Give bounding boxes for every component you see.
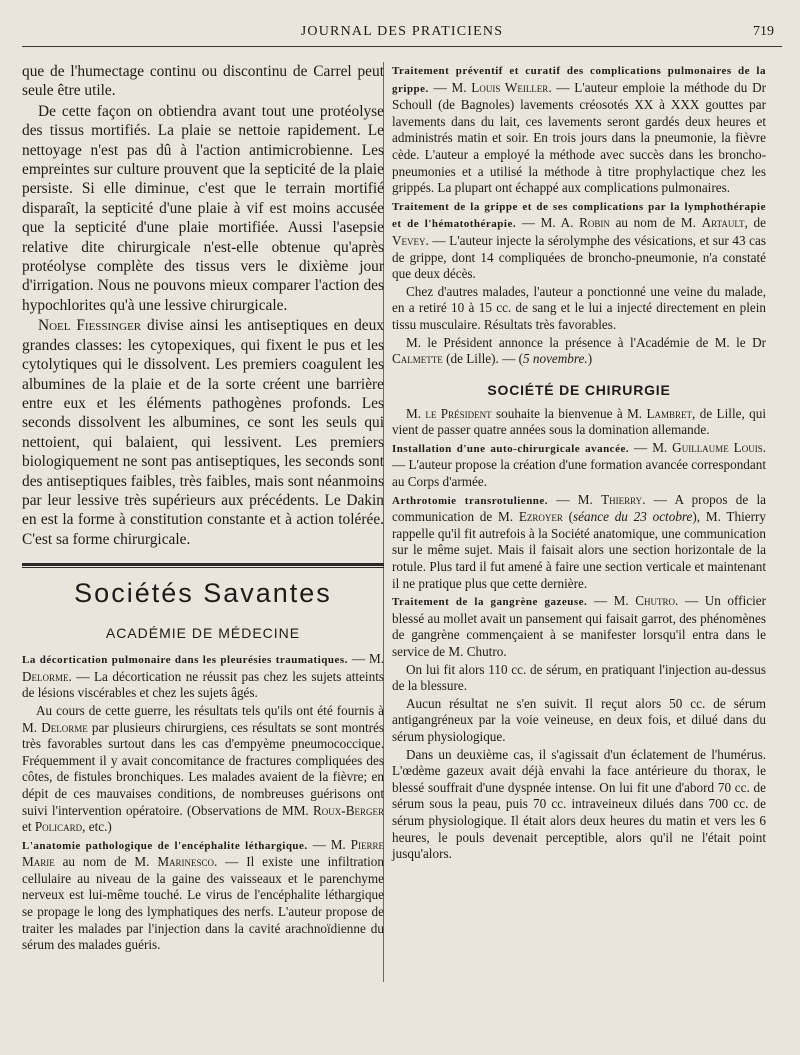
academy-reports	[22, 651, 384, 954]
paragraph: M. le Président souhaite la bienvenue à M. Lambret, de Lille, qui vient de passer quatre années sous la domination allemande.	[392, 405, 766, 438]
paragraph: On lui fit alors 110 cc. de sérum, en pratiquant l'injection au-dessus de la blessure.	[392, 661, 766, 694]
subsection-title: ACADÉMIE DE MÉDECINE	[105, 625, 301, 642]
report-heading: Traitement préventif et curatif des complications pulmonaires de la grippe.	[392, 65, 766, 95]
report-heading: Arthrotomie transrotulienne.	[392, 494, 549, 507]
paragraph: Dans un deuxième cas, il s'agissait d'un éclatement de l'humérus. L'œdème gazeux avait déjà envahi la face antérieure du thorax, le blessé souffrait d'une dyspnée intense. On lui fit une d'abord 70 cc. de sérum sous la peau, puis 70 cc. intraveineux dilués dans 700 cc. de sérum physiologique. Il était alors deux heures du matin et vers les 6 heures, le pouls devenait perceptible, alors qu'il ne l'était point jusqu'alors.	[392, 746, 766, 862]
report-entry: Traitement de la gangrène gazeuse. — M. Chutro. — Un officier blessé au mollet avait un pansement qui faisait garrot, des phénomènes de gangrène commençaient à se manifester lorsqu'il entra dans le service de M. Chutro.	[392, 593, 766, 659]
paragraph: M. le Président annonce la présence à l'Académie de M. le Dr Calmette (de Lille). — (5 novembre.)	[392, 334, 766, 367]
report-entry: La décortication pulmonaire dans les pleurésies traumatiques. — M. Delorme. — La décortication ne réussit pas chez les sujets atteints de lésions viscérables et chez les sujets âgés.	[22, 651, 384, 701]
section-rule	[22, 563, 384, 566]
paragraph: Noel Fiessinger divise ainsi les antiseptiques en deux grandes classes: les cytopexiques, qui fixent le pus et les cytolytiques qui le dissolvent. Les premiers coagulent les albumines de la plaie et de la sorte créent une barrière entre eux et les éléments pathogènes profonds. Les seconds dissolvent les albumines, ce sont les seuls qui nettoient, qui balaient, qui lessivent. Les premiers biologiquement ne sont pas antiseptiques, les seconds sont des antiseptiques faibles, très faibles, mais sont néanmoins par leur lessive très supérieurs aux précédents. Le Dakin en est la forme à constitution constante et à action tolérée. C'est sa forme chirurgicale.	[22, 317, 384, 548]
paragraph: Chez d'autres malades, l'auteur a ponctionné une veine du malade, en a retiré 10 à 15 cc. de sang et le lui a injecté directement en plein tissu musculaire. Résultats très favorables.	[392, 283, 766, 332]
right-column	[392, 62, 766, 864]
report-heading: Installation d'une auto-chirurgicale avancée.	[392, 442, 630, 455]
section-title: Sociétés Savantes	[74, 578, 332, 609]
paragraph: que de l'humectage continu ou discontinu de Carrel peut seule être utile.	[22, 63, 384, 100]
page-number: 719	[753, 24, 774, 39]
page-header	[22, 22, 782, 47]
paragraph: Aucun résultat ne s'en suivit. Il reçut alors 50 cc. de sérum antigangréneux par la voie veineuse, en deux fois, et dilué dans du sérum physiologique.	[392, 695, 766, 744]
report-entry: Arthrotomie transrotulienne. — M. Thierry. — A propos de la communication de M. Ezroyer (séance du 23 octobre), M. Thierry rappelle qu'il fit autrefois à la Société anatomique, une communication sur le même sujet. Mais il faisait alors une section horizontale de la rotule. Plus tard il fut amené à faire une section verticale et maintenant il ne pratique plus que cette dernière.	[392, 491, 766, 591]
paragraph: De cette façon on obtiendra avant tout une protéolyse des tissus mortifiés. La plaie se nettoie rapidement. Le nettoyage n'est pas dû à l'action antimicrobienne. Les empreintes sur culture prouvent que la septicité de la plaie persiste. Si elle diminue, c'est que le terrain mortifié disparaît, la septicité d'une plaie à vif est moins accusée que la septicité d'une plaie mortifiée. Aussi l'asepsie relative dite chirurgicale n'est-elle obtenue qu'après protéolyse complète des tissus vers le dixième jour d'irrigation. Nous ne pouvons mieux comparer l'action des hypochlorites qu'à une lessive chirurgicale.	[22, 102, 384, 314]
article-continuation	[22, 62, 384, 549]
section-rule-thin	[22, 567, 384, 568]
report-entry: Traitement préventif et curatif des complications pulmonaires de la grippe. — M. Louis Weiller. — L'auteur emploie la méthode du Dr Schoull (de Bagnoles) lavements créosotés XX à XXX gouttes par lavements dans du lait, ces lavements seront gardés deux heures et administrés matin et soir. En trois jours dans la pneumonie, la fièvre cède. L'auteur a employé la méthode avec succès dans les broncho-pneumonies et a utilisé la méthode à titre prophylactique chez les grippés. La plupart ont échappé aux complications pulmonaires.	[392, 65, 766, 196]
left-column	[22, 62, 384, 955]
report-heading: Traitement de la gangrène gazeuse.	[392, 596, 588, 609]
report-entry: Traitement de la grippe et de ses complications par la lymphothérapie et de l'hématothérapie. — M. A. Robin au nom de M. Artault, de Vevey. — L'auteur injecte la sérolymphe des vésications, et sur 43 cas de grippe, dont 14 compliquées de broncho-pneumonie, n'a constaté que deux décès.	[392, 200, 766, 282]
author-name: Noel Fiessinger	[38, 317, 142, 335]
report-heading: L'anatomie pathologique de l'encéphalite léthargique.	[22, 839, 308, 852]
report-entry: Installation d'une auto-chirurgicale avancée. — M. Guillaume Louis. — L'auteur propose la création d'une formation avancée correspondant au Corps d'armée.	[392, 439, 766, 490]
subsection-title: SOCIÉTÉ DE CHIRURGIE	[487, 381, 671, 398]
report-heading: La décortication pulmonaire dans les pleurésies traumatiques.	[22, 654, 348, 667]
journal-title: JOURNAL DES PRATICIENS	[300, 24, 504, 39]
paragraph: Au cours de cette guerre, les résultats tels qu'ils ont été fournis à M. Delorme par plusieurs chirurgiens, ces résultats se sont montrés très favorables surtout dans les cas d'empyème pneumococcique. Fréquemment il y avait concomitance de fractures compliquées des côtes, de fistules bronchiques. Les malades avaient de la fièvre; en dépit de ces mauvaises conditions, de nombreuses guérisons ont suivi l'intervention opératoire. (Observations de MM. Roux-Berger et Policard, etc.)	[22, 702, 384, 835]
report-heading: Traitement de la grippe et de ses complications par la lymphothérapie et de l'hématothérapie.	[392, 200, 766, 231]
report-entry: L'anatomie pathologique de l'encéphalite léthargique. — M. Pierre Marie au nom de M. Marinesco. — Il existe une infiltration cellulaire au niveau de la gaine des vaisseaux et le parenchyme nerveux est lui-même touché. Le virus de l'encéphalite léthargique se propage le long des lymphatiques des nerfs. L'auteur propose de traiter les malades par l'injection dans la cavité arachnoïdienne du sérum des malades guéris.	[22, 836, 384, 953]
